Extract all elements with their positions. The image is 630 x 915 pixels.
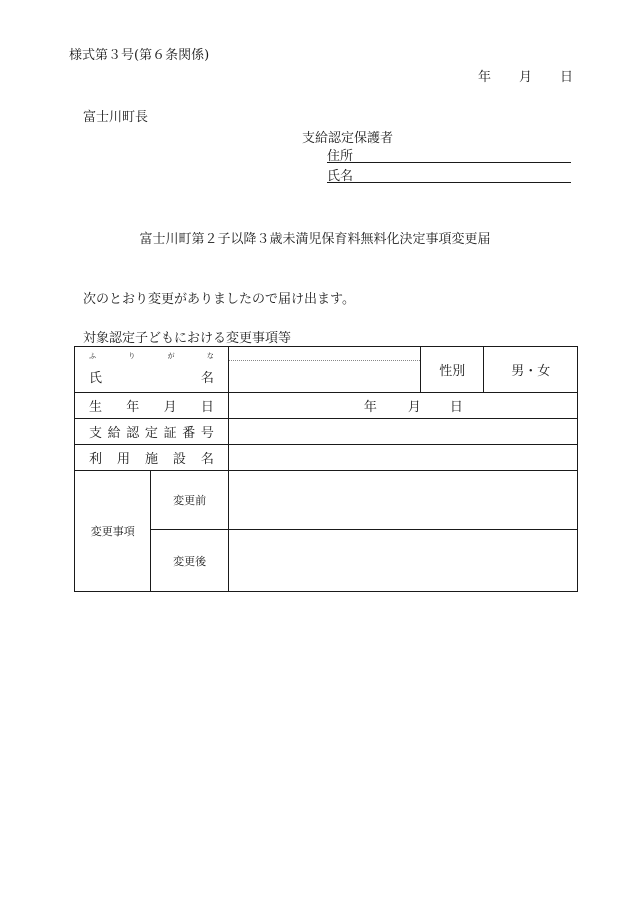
before-change-input[interactable] xyxy=(228,471,577,530)
table-row-facility xyxy=(75,445,578,471)
label-char: 月 xyxy=(163,400,177,415)
furigana-char: が xyxy=(167,352,175,360)
address-field[interactable] xyxy=(327,145,571,163)
furigana-divider xyxy=(229,360,420,361)
facility-name-input[interactable] xyxy=(228,445,577,471)
label-char: 年 xyxy=(126,400,140,415)
certificate-number-label xyxy=(75,419,229,445)
label-char: 給 xyxy=(107,426,121,441)
table-row-name xyxy=(75,347,578,393)
statement: 次のとおり変更がありましたので届け出ます。 xyxy=(83,292,355,307)
birth-day-label: 日 xyxy=(449,400,463,415)
label-char: 用 xyxy=(116,452,130,467)
table-row-before-change xyxy=(75,471,578,530)
furigana-char: ふ xyxy=(89,352,96,360)
form-number: 様式第３号(第６条関係) xyxy=(69,48,210,63)
label-char: 設 xyxy=(172,452,186,467)
label-char: 支 xyxy=(89,426,103,441)
birth-month-label: 月 xyxy=(407,400,421,415)
table-row-birthdate xyxy=(75,393,578,419)
addressee: 富士川町長 xyxy=(83,110,149,125)
gender-label: 性別 xyxy=(421,347,484,393)
after-change-label: 変更後 xyxy=(151,530,228,592)
label-char: 号 xyxy=(200,426,214,441)
label-char: 定 xyxy=(144,426,158,441)
date-month-label: 月 xyxy=(519,70,533,85)
furigana-label xyxy=(89,352,214,360)
label-char: 利 xyxy=(89,452,103,467)
label-char: 施 xyxy=(144,452,158,467)
furigana-char: な xyxy=(206,352,214,360)
label-char: 証 xyxy=(163,426,177,441)
change-items-label: 変更事項 xyxy=(75,471,151,592)
facility-name-label xyxy=(75,445,229,471)
label-char: 認 xyxy=(126,426,140,441)
date-day-label: 日 xyxy=(560,70,574,85)
guardian-name-field[interactable] xyxy=(327,165,571,183)
before-change-label: 変更前 xyxy=(151,471,228,530)
certificate-number-input[interactable] xyxy=(228,419,577,445)
name-char: 名 xyxy=(200,371,214,386)
date-year-label: 年 xyxy=(478,70,492,85)
birthdate-label xyxy=(75,393,229,419)
furigana-char: り xyxy=(128,352,136,360)
birth-year-label: 年 xyxy=(363,400,377,415)
birthdate-input[interactable] xyxy=(228,393,577,419)
label-char: 番 xyxy=(182,426,196,441)
guardian-name-label: 氏名 xyxy=(327,169,354,184)
child-name-label xyxy=(89,367,214,386)
name-label-cell xyxy=(75,347,229,393)
table-caption: 対象認定子どもにおける変更事項等 xyxy=(83,331,292,346)
table-row-certificate xyxy=(75,419,578,445)
gender-options[interactable]: 男・女 xyxy=(484,347,578,393)
applicant-heading: 支給認定保護者 xyxy=(302,131,394,146)
address-label: 住所 xyxy=(327,149,354,164)
document-title: 富士川町第２子以降３歳未満児保育料無料化決定事項変更届 xyxy=(139,232,491,247)
after-change-input[interactable] xyxy=(228,530,577,592)
label-char: 生 xyxy=(89,400,103,415)
label-char: 名 xyxy=(200,452,214,467)
name-char: 氏 xyxy=(89,371,103,386)
change-form-table xyxy=(74,346,578,592)
label-char: 日 xyxy=(200,400,214,415)
child-name-input[interactable] xyxy=(228,347,420,393)
